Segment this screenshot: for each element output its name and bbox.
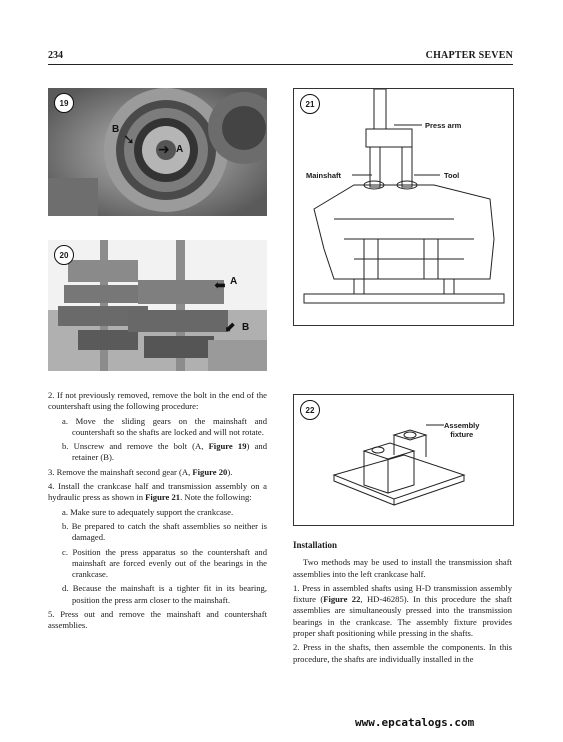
- left-column-text: [48, 390, 267, 635]
- step-3: [48, 467, 267, 478]
- figure-19-ref: Figure 19: [208, 441, 247, 452]
- figure-22-drawing: [293, 394, 514, 526]
- figure-19-label-a: A: [176, 144, 184, 155]
- method-1-text: 1. Press in assembled shafts using H-D transmission assembly fixture (: [293, 582, 512, 605]
- figure-20-badge: 20: [54, 245, 74, 265]
- installation-heading: Installation: [293, 540, 338, 550]
- step-5: 5. Press out and remove the mainshaft and countershaft assemblies.: [48, 609, 267, 631]
- step-2b: [48, 441, 267, 464]
- step-2a: a. Move the sliding gears on the mainshaft and countershaft so the shafts are locked and will not rotate.: [62, 415, 267, 437]
- step-4-tail: . Note the following:: [180, 492, 252, 503]
- figure-19-badge: 19: [54, 93, 74, 113]
- arrow-b-icon: ⬋: [224, 321, 236, 336]
- installation-intro: Two methods may be used to install the transmission shaft assemblies into the left crankcase half.: [293, 557, 512, 579]
- header-rule: [48, 64, 513, 65]
- step-3-tail: ).: [227, 466, 233, 477]
- figure-21-press-arm-label: Press arm: [425, 121, 462, 130]
- step-4c: c. Position the press apparatus so the countershaft and mainshaft are forced evenly out of the bearings in the crankcase.: [62, 546, 267, 580]
- method-1: [293, 583, 512, 639]
- step-4d: d. Because the mainshaft is a tighter fit in its bearing, position the press arm closer to the mainshaft.: [62, 583, 267, 605]
- figure-22-assembly-label: [444, 421, 479, 439]
- step-4a: a. Make sure to adequately support the crankcase.: [62, 506, 234, 517]
- figure-19-label-b: B: [112, 124, 120, 135]
- step-4-text: 4. Install the crankcase half and transmission assembly on a hydraulic press as shown in: [48, 481, 267, 503]
- footer-url[interactable]: www.epcatalogs.com: [355, 716, 475, 729]
- figure-21-drawing: [293, 88, 514, 326]
- figure-20-ref: Figure 20: [192, 466, 228, 477]
- figure-19-photo: [48, 88, 267, 216]
- figure-21-mainshaft-label: Mainshaft: [306, 171, 342, 180]
- figure-22-assembly-line2: fixture: [450, 430, 474, 439]
- page-number: 234: [48, 50, 63, 61]
- step-4b: b. Be prepared to catch the shaft assemblies so neither is damaged.: [62, 520, 267, 543]
- chapter-title: CHAPTER SEVEN: [425, 50, 513, 61]
- figure-20-photo: [48, 240, 267, 371]
- step-2: 2. If not previously removed, remove the bolt in the end of the countershaft using the following procedure:: [48, 390, 267, 412]
- arrow-a-icon: ⬅: [214, 279, 226, 294]
- right-column-text: [293, 540, 512, 668]
- figure-22-assembly-line1: Assembly: [444, 421, 480, 430]
- step-2b-tail: ) and retainer (B).: [72, 441, 267, 463]
- step-4: [48, 481, 267, 504]
- method-1-tail: , HD-46285). In this procedure the shaft assemblies are simultaneously pressed into the transmission bearings in the crankcase. The assembly fixture provides proper shaft positioning while pressing in the shafts.: [293, 594, 512, 639]
- figure-21-tool-label: Tool: [444, 171, 460, 180]
- figure-22-badge: 22: [300, 400, 320, 420]
- figure-22-ref: Figure 22: [323, 594, 361, 605]
- method-2: 2. Press in the shafts, then assemble the components. In this procedure, the shafts are individually installed in the: [293, 642, 512, 664]
- figure-20-label-b: B: [242, 322, 250, 333]
- figure-20-label-a: A: [230, 276, 238, 287]
- figure-21-ref: Figure 21: [145, 492, 181, 503]
- step-2b-text: b. Unscrew and remove the bolt (A,: [62, 441, 209, 452]
- step-3-text: 3. Remove the mainshaft second gear (A,: [48, 466, 193, 477]
- figure-21-badge: 21: [300, 94, 320, 114]
- arrow-a-icon: ➜: [158, 143, 170, 158]
- arrow-b-icon: ➘: [123, 133, 135, 148]
